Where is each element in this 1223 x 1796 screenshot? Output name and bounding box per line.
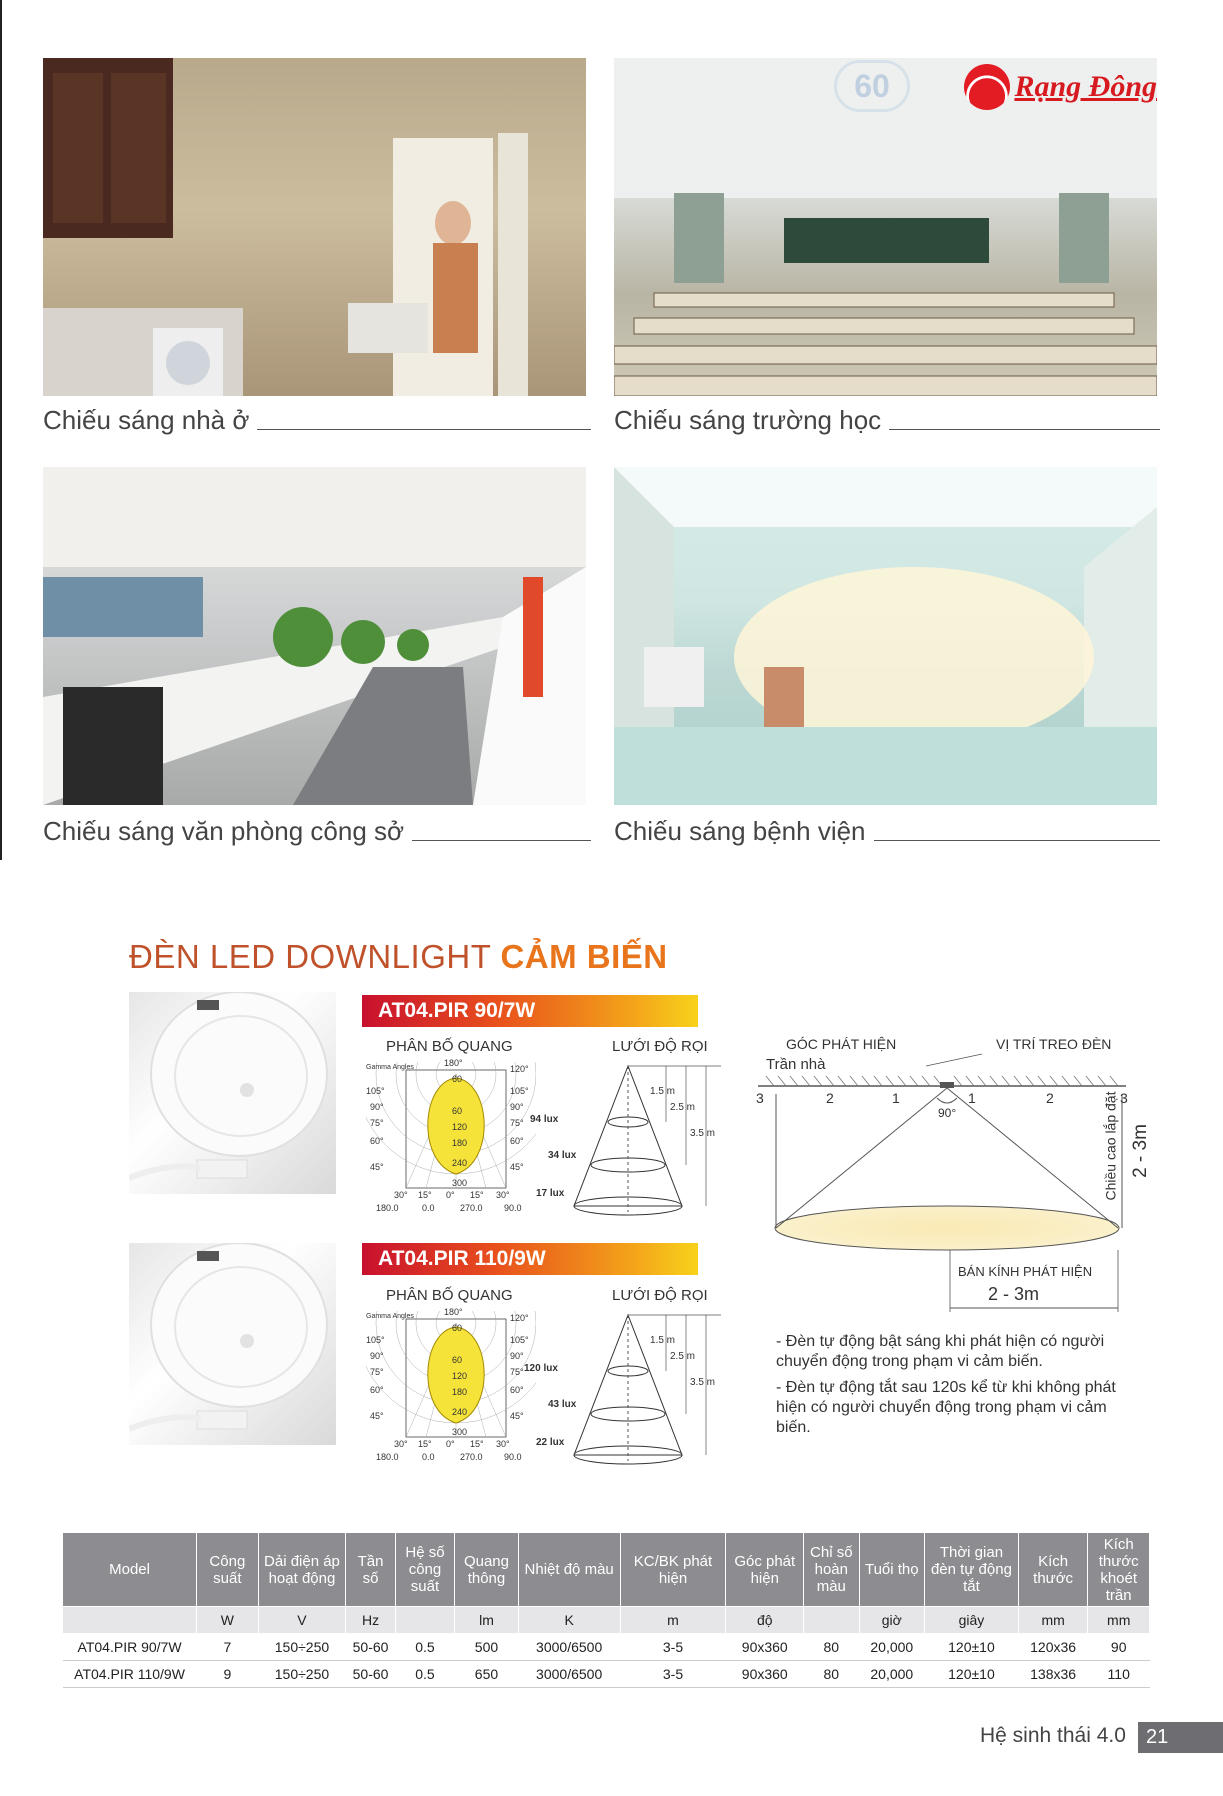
- lux-cone-1: [530, 1062, 726, 1222]
- unit-cell: độ: [726, 1607, 804, 1634]
- polar-left-1d: 60°: [370, 1136, 384, 1146]
- polar-left-1c: 75°: [370, 1118, 384, 1128]
- table-cell: 80: [804, 1661, 859, 1688]
- photo-hospital: [614, 467, 1157, 805]
- polar-right-2e: 45°: [510, 1411, 524, 1421]
- unit-cell: giây: [925, 1607, 1019, 1634]
- polar-legend-1c: 270.0: [460, 1203, 483, 1213]
- polar-right-2c: 75°: [510, 1367, 524, 1377]
- polar-right-1b: 90°: [510, 1102, 524, 1112]
- table-cell: 50-60: [346, 1634, 395, 1661]
- height-label: Chiều cao lắp đặt: [1102, 1091, 1119, 1201]
- unit-cell: K: [518, 1607, 620, 1634]
- unit-cell: W: [197, 1607, 259, 1634]
- table-cell: 3000/6500: [518, 1634, 620, 1661]
- table-cell: 20,000: [859, 1661, 925, 1688]
- radius-value: 2 - 3m: [988, 1284, 1040, 1304]
- photo-home: [43, 58, 586, 396]
- table-cell: 110: [1088, 1661, 1150, 1688]
- logo-sun-icon: [964, 64, 1010, 110]
- polar-chart-2: [366, 1307, 536, 1469]
- polar-ring-2d: 180: [452, 1387, 468, 1397]
- th-color-temp: Nhiệt độ màu: [518, 1533, 620, 1607]
- spec-table: [62, 1532, 1150, 1688]
- height-2b: 2.5 m: [670, 1351, 696, 1362]
- scale-1-right: 1: [968, 1090, 976, 1106]
- polar-right-1c: 75°: [510, 1118, 524, 1128]
- polar-legend-1d: 90.0: [504, 1203, 522, 1213]
- th-power-factor: Hệ số công suất: [395, 1533, 454, 1607]
- photo-school: [614, 58, 1157, 396]
- th-auto-off: Thời gian đèn tự động tắt: [925, 1533, 1019, 1607]
- table-cell: 3-5: [620, 1661, 726, 1688]
- polar-left-1a: 105°: [366, 1086, 385, 1096]
- product-image-2: [129, 1243, 336, 1445]
- unit-cell: [804, 1607, 859, 1634]
- height-1a: 1.5 m: [650, 1086, 676, 1097]
- table-cell: 120±10: [925, 1661, 1019, 1688]
- lux-2b: 43 lux: [548, 1399, 577, 1410]
- polar-bottom-2d: 15°: [470, 1439, 484, 1449]
- spec-header-row: [63, 1533, 1150, 1607]
- lux-2a: 120 lux: [524, 1363, 558, 1374]
- polar-left-1b: 90°: [370, 1102, 384, 1112]
- caption-home: [43, 405, 591, 436]
- polar-left-1e: 45°: [370, 1162, 384, 1172]
- feature-notes: [776, 1332, 1126, 1444]
- unit-cell: Hz: [346, 1607, 395, 1634]
- polar-right-2b: 90°: [510, 1351, 524, 1361]
- caption-office: [43, 816, 591, 847]
- photo-office: [43, 467, 586, 805]
- angle-value: 90°: [938, 1106, 957, 1120]
- polar-legend-1b: 0.0: [422, 1203, 435, 1213]
- scale-2-right: 2: [1046, 1090, 1054, 1106]
- polar-bottom-2c: 0°: [446, 1439, 455, 1449]
- polar-legend-2b: 0.0: [422, 1452, 435, 1462]
- lux-1b: 34 lux: [548, 1150, 577, 1161]
- polar-ring-2a: 60: [452, 1323, 463, 1333]
- table-row: [63, 1634, 1150, 1661]
- caption-office-text: Chiếu sáng văn phòng công sở: [43, 816, 405, 846]
- polar-ring-1a: 60: [452, 1074, 463, 1084]
- feature-note-1: - Đèn tự động bật sáng khi phát hiện có người chuyển động trong phạm vi cảm biến.: [776, 1333, 1105, 1370]
- table-cell: AT04.PIR 110/9W: [63, 1661, 197, 1688]
- table-cell: 650: [455, 1661, 519, 1688]
- office-illustration: [43, 467, 586, 805]
- caption-school-text: Chiếu sáng trường học: [614, 405, 882, 435]
- dist-label-1: PHÂN BỐ QUANG: [386, 1038, 513, 1055]
- th-detect-angle: Góc phát hiện: [726, 1533, 804, 1607]
- table-cell: 0.5: [395, 1661, 454, 1688]
- spec-units-row: [63, 1607, 1150, 1634]
- unit-cell: giờ: [859, 1607, 925, 1634]
- polar-right-1e: 45°: [510, 1162, 524, 1172]
- th-cutout: Kích thước khoét trần: [1088, 1533, 1150, 1607]
- table-cell: 9: [197, 1661, 259, 1688]
- unit-cell: [63, 1607, 197, 1634]
- polar-left-2a: 105°: [366, 1335, 385, 1345]
- polar-bottom-1d: 15°: [470, 1190, 484, 1200]
- polar-bottom-1a: 30°: [394, 1190, 408, 1200]
- section-title: [129, 938, 668, 976]
- polar-bottom-2b: 15°: [418, 1439, 432, 1449]
- polar-tr-2: 120°: [510, 1313, 529, 1323]
- caption-hospital: [614, 816, 1160, 847]
- th-lifetime: Tuổi thọ: [859, 1533, 925, 1607]
- table-cell: 120±10: [925, 1634, 1019, 1661]
- th-cri: Chỉ số hoàn màu: [804, 1533, 859, 1607]
- scale-3-left: 3: [756, 1090, 764, 1106]
- polar-ring-1b: 60: [452, 1106, 463, 1116]
- footer-label: Hệ sinh thái 4.0: [980, 1724, 1126, 1747]
- anniversary-badge: 60: [834, 60, 910, 112]
- polar-bottom-1b: 15°: [418, 1190, 432, 1200]
- lux-1a: 94 lux: [530, 1114, 559, 1125]
- polar-ring-2e: 240: [452, 1407, 468, 1417]
- th-model: Model: [63, 1533, 197, 1607]
- polar-right-1d: 60°: [510, 1136, 524, 1146]
- polar-legend-2a: 180.0: [376, 1452, 399, 1462]
- caption-school: [614, 405, 1160, 436]
- table-cell: 90: [1088, 1634, 1150, 1661]
- polar-bottom-1c: 0°: [446, 1190, 455, 1200]
- unit-cell: m: [620, 1607, 726, 1634]
- caption-hospital-text: Chiếu sáng bệnh viện: [614, 816, 866, 846]
- polar-left-2d: 60°: [370, 1385, 384, 1395]
- lux-cone-2: [524, 1311, 726, 1471]
- table-cell: 3-5: [620, 1634, 726, 1661]
- lux-label-1: LƯỚI ĐỘ RỌI: [612, 1038, 708, 1055]
- angle-label: GÓC PHÁT HIỆN: [786, 1036, 897, 1052]
- polar-right-2a: 105°: [510, 1335, 529, 1345]
- polar-legend-1a: 180.0: [376, 1203, 399, 1213]
- height-2a: 1.5 m: [650, 1335, 676, 1346]
- height-value: 2 - 3m: [1129, 1124, 1151, 1178]
- height-2c: 3.5 m: [690, 1377, 716, 1388]
- th-detect-range: KC/BK phát hiện: [620, 1533, 726, 1607]
- height-1c: 3.5 m: [690, 1128, 716, 1139]
- table-cell: AT04.PIR 90/7W: [63, 1634, 197, 1661]
- section-title-bold: CẢM BIẾN: [500, 938, 668, 975]
- polar-right-1a: 105°: [510, 1086, 529, 1096]
- polar-ring-2c: 120: [452, 1371, 468, 1381]
- ceiling-label: Trần nhà: [766, 1056, 826, 1073]
- polar-bottom-2e: 30°: [496, 1439, 510, 1449]
- lux-2c: 22 lux: [536, 1437, 565, 1448]
- brand-logo: [964, 64, 1157, 110]
- table-cell: 90x360: [726, 1661, 804, 1688]
- product-banner-2: AT04.PIR 110/9W: [362, 1243, 698, 1275]
- unit-cell: V: [258, 1607, 346, 1634]
- polar-bottom-1e: 30°: [496, 1190, 510, 1200]
- polar-top-2: 180°: [444, 1307, 463, 1317]
- radius-label: BÁN KÍNH PHÁT HIỆN: [958, 1264, 1093, 1279]
- table-cell: 500: [455, 1634, 519, 1661]
- table-cell: 50-60: [346, 1661, 395, 1688]
- unit-cell: [395, 1607, 454, 1634]
- caption-home-text: Chiếu sáng nhà ở: [43, 405, 250, 435]
- polar-chart-1: [366, 1058, 536, 1220]
- detection-diagram: [756, 1036, 1156, 1316]
- home-illustration: [43, 58, 586, 396]
- height-1b: 2.5 m: [670, 1102, 696, 1113]
- th-luminous-flux: Quang thông: [455, 1533, 519, 1607]
- table-row: [63, 1661, 1150, 1688]
- feature-note-2: - Đèn tự động tắt sau 120s kể từ khi không phát hiện có người chuyển động trong phạm vi cảm biến.: [776, 1379, 1116, 1436]
- table-cell: 7: [197, 1634, 259, 1661]
- table-cell: 90x360: [726, 1634, 804, 1661]
- brand-logo-text: Rạng Đông: [1014, 70, 1157, 103]
- table-cell: 150÷250: [258, 1661, 346, 1688]
- polar-ring-2b: 60: [452, 1355, 463, 1365]
- position-label: VỊ TRÍ TREO ĐÈN: [996, 1036, 1112, 1052]
- polar-right-2d: 60°: [510, 1385, 524, 1395]
- scale-3-right: 3: [1120, 1090, 1128, 1106]
- polar-top-1: 180°: [444, 1058, 463, 1068]
- table-cell: 138x36: [1018, 1661, 1088, 1688]
- lux-label-2: LƯỚI ĐỘ RỌI: [612, 1287, 708, 1304]
- polar-ring-1e: 240: [452, 1158, 468, 1168]
- th-power: Công suất: [197, 1533, 259, 1607]
- polar-left-2b: 90°: [370, 1351, 384, 1361]
- th-size: Kích thước: [1018, 1533, 1088, 1607]
- polar-bottom-2a: 30°: [394, 1439, 408, 1449]
- table-cell: 80: [804, 1634, 859, 1661]
- polar-ring-1c: 120: [452, 1122, 468, 1132]
- polar-gamma-1: Gamma Angles: [366, 1064, 414, 1071]
- scale-2-left: 2: [826, 1090, 834, 1106]
- unit-cell: mm: [1088, 1607, 1150, 1634]
- polar-left-2c: 75°: [370, 1367, 384, 1377]
- section-title-light: ĐÈN LED DOWNLIGHT: [129, 938, 501, 975]
- product-banner-1: AT04.PIR 90/7W: [362, 995, 698, 1027]
- page-number: 21: [1138, 1722, 1223, 1753]
- dist-label-2: PHÂN BỐ QUANG: [386, 1287, 513, 1304]
- th-frequency: Tần số: [346, 1533, 395, 1607]
- product-image-1: [129, 992, 336, 1194]
- hospital-illustration: [614, 467, 1157, 805]
- polar-left-2e: 45°: [370, 1411, 384, 1421]
- polar-tr-1: 120°: [510, 1064, 529, 1074]
- unit-cell: lm: [455, 1607, 519, 1634]
- scale-1-left: 1: [892, 1090, 900, 1106]
- table-cell: 120x36: [1018, 1634, 1088, 1661]
- page-edge-line: [0, 0, 2, 860]
- table-cell: 150÷250: [258, 1634, 346, 1661]
- table-cell: 3000/6500: [518, 1661, 620, 1688]
- lux-1c: 17 lux: [536, 1188, 565, 1199]
- table-cell: 20,000: [859, 1634, 925, 1661]
- polar-ring-1f: 300: [452, 1178, 468, 1188]
- polar-gamma-2: Gamma Angles: [366, 1313, 414, 1320]
- polar-ring-2f: 300: [452, 1427, 468, 1437]
- polar-legend-2c: 270.0: [460, 1452, 483, 1462]
- unit-cell: mm: [1018, 1607, 1088, 1634]
- polar-legend-2d: 90.0: [504, 1452, 522, 1462]
- table-cell: 0.5: [395, 1634, 454, 1661]
- th-voltage: Dải điện áp hoạt động: [258, 1533, 346, 1607]
- polar-ring-1d: 180: [452, 1138, 468, 1148]
